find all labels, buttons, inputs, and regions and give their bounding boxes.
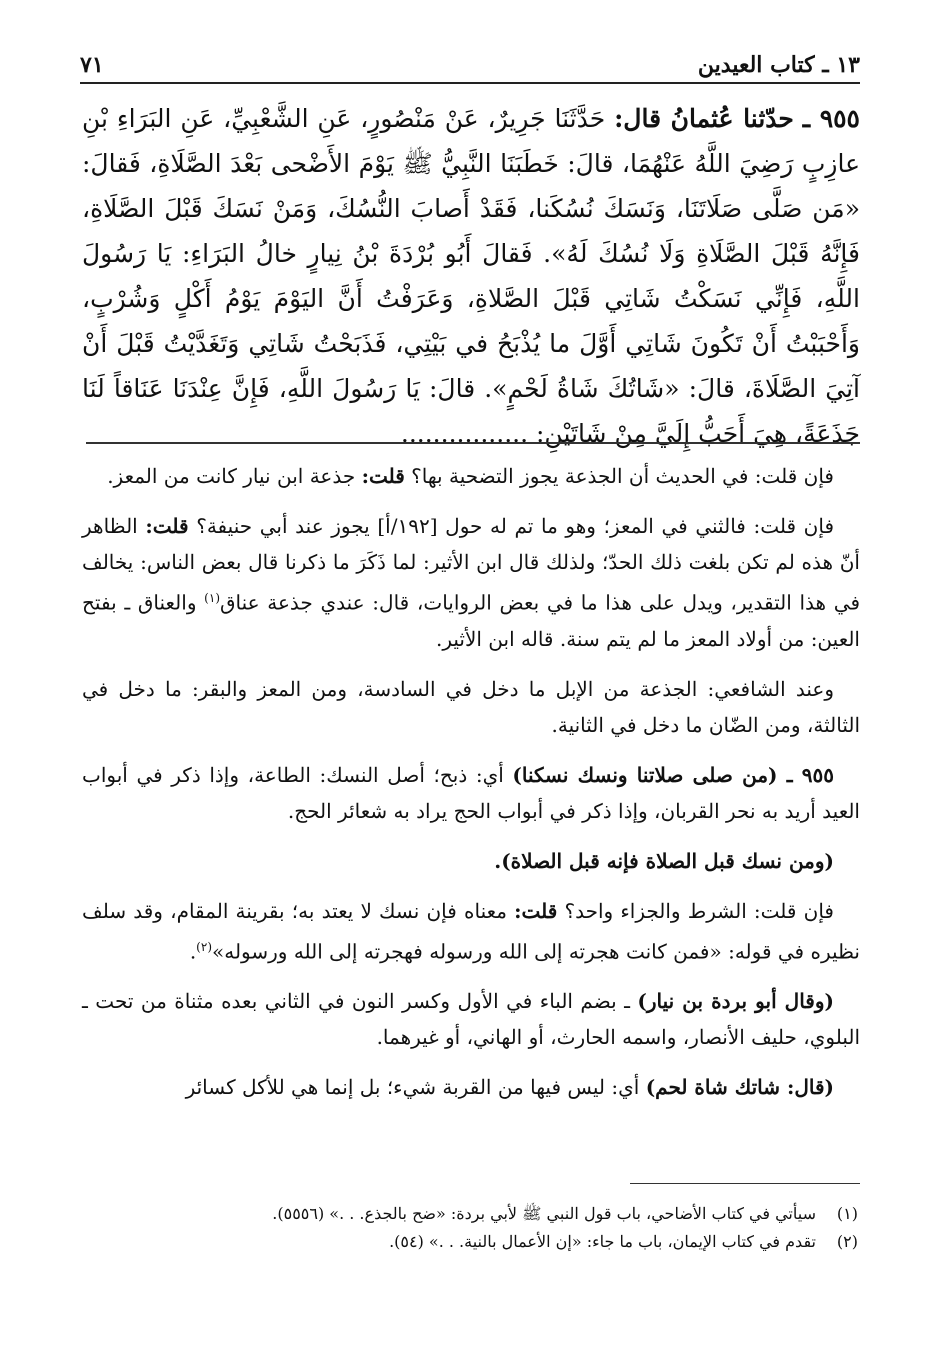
commentary-bold-text: قلت:	[514, 898, 558, 923]
footnote	[84, 1200, 858, 1228]
footnotes	[84, 1200, 858, 1256]
commentary-bold-text: (وقال أبو بردة بن نيار)	[637, 989, 834, 1014]
commentary-text: فإن قلت: الشرط والجزاء واحد؟	[557, 898, 834, 923]
commentary-text: فإن قلت: في الحديث أن الجذعة يجوز التضحية بها؟	[404, 464, 834, 488]
footnote-marker: (١)	[204, 591, 220, 605]
commentary-paragraph	[82, 843, 860, 879]
page-number: ٧١	[80, 52, 104, 78]
hadith-text	[82, 96, 860, 456]
hadith-narration-opening: حدّثنا عُثمانُ قال:	[614, 104, 794, 133]
commentary-paragraph	[82, 671, 860, 743]
hadith-body: حَدَّثَنَا جَرِيرٌ، عَنْ مَنْصُورٍ، عَنِ الشَّعْبِيِّ، عَنِ البَرَاءِ بْنِ عازِبٍ رَضِيَ اللَّهُ عَنْهُمَا، قالَ: خَطَبَنَا النَّبِيُّ ﷺ يَوْمَ الأَضْحى بَعْدَ الصَّلَاةِ، فَقالَ: «مَن صَلَّى صَلَاتَنَا، وَنَسَكَ نُسُكَنا، فَقَدْ أَصابَ النُّسُكَ، وَمَنْ نَسَكَ قَبْلَ الصَّلَاةِ، فَإِنَّهُ قَبْلَ الصَّلَاةِ وَلَا نُسُكَ لَهُ». فَقالَ أَبُو بُرْدَةَ بْنُ نِيارٍ خالُ البَرَاءِ: يَا رَسُولَ اللَّهِ، فَإِنِّي نَسَكْتُ شَاتِي قَبْلَ الصَّلاةِ، وَعَرَفْتُ أَنَّ اليَوْمَ يَوْمُ أَكْلٍ وَشُرْبٍ، وَأَحْبَبْتُ أَنْ تَكُونَ شَاتِي أَوَّلَ ما يُذْبَحُ في بَيْتِي، فَذَبَحْتُ شَاتِي وَتَغَدَّيْتُ قَبْلَ أَنْ آتِيَ الصَّلَاةَ، قالَ: «شَاتُكَ شَاةُ لَحْمٍ». قالَ: يَا رَسُولَ اللَّهِ، فَإِنَّ عِنْدَنَا عَنَاقاً لَنَا جَذَعَةً، هِيَ أَحَبُّ إِلَيَّ مِنْ شَاتَيْنِ: ................	[82, 104, 860, 448]
commentary-text: ـ بضم الباء في الأول وكسر النون في الثاني بعده مثناة من تحت ـ البلوي، حليف الأنصار، واسمه الحارث، أو الهاني، أو غيرهما.	[82, 989, 860, 1050]
commentary-text: .	[189, 939, 197, 964]
hadith-number: ٩٥٥ ـ	[802, 104, 860, 133]
text-divider	[86, 442, 860, 444]
commentary-bold-text: (قال: شاتك شاة لحم)	[645, 1075, 834, 1100]
footnote-rule	[630, 1183, 860, 1184]
commentary-text: والعناق ـ بفتح العين: من أولاد المعز ما لم يتم سنة. قاله ابن الأثير.	[82, 590, 860, 651]
commentary-text: فإن قلت: فالثني في المعز؛ وهو ما تم له حول [١٩٢/أ] يجوز عند أبي حنيفة؟	[188, 514, 835, 538]
commentary-paragraph	[82, 757, 860, 829]
commentary-paragraph	[82, 893, 860, 970]
chapter-title: ١٣ ـ كتاب العيدين	[697, 52, 860, 78]
commentary-paragraph	[82, 458, 860, 494]
footnote-marker: (٢)	[196, 939, 212, 954]
commentary-text: معناه فإن نسك لا يعتد به؛ بقرينة المقام، وقد سلف نظيره في قوله: «فمن كانت هجرته إلى الله ورسوله فهجرته إلى الله ورسوله»	[82, 898, 860, 964]
commentary-bold-text: قلت:	[361, 464, 405, 488]
commentary-text: الظاهر أنّ هذه لم تكن بلغت ذلك الحدّ؛ ولذلك قال ابن الأثير: لما ذَكَرَ ما ذكرنا قال بعض الناس: يخالف في هذا التقدير، ويدل على هذا ما في بعض الروايات، قال: عندي جذعة عناق	[82, 514, 860, 615]
commentary-text: جذعة ابن نيار كانت من المعز.	[107, 464, 362, 488]
commentary-bold-text: قلت:	[145, 514, 189, 538]
footnote-text: سيأتي في كتاب الأضاحي، باب قول النبي ﷺ لأبي بردة: «ضح بالجذع. . .» (٥٥٥٦).	[272, 1204, 816, 1223]
footnote	[84, 1228, 858, 1256]
commentary-paragraph	[82, 983, 860, 1055]
commentary-text: أي: ذبح؛ أصل النسك: الطاعة، وإذا ذكر في أبواب العيد أريد به نحر القربان، وإذا ذكر في أبواب الحج يراد به شعائر الحج.	[82, 762, 860, 823]
commentary-bold-text: (ومن نسك قبل الصلاة فإنه قبل الصلاة).	[494, 848, 834, 873]
footnote-text: تقدم في كتاب الإيمان، باب ما جاء: «إن الأعمال بالنية. . .» (٥٤).	[389, 1232, 816, 1251]
commentary-paragraph	[82, 1069, 860, 1105]
commentary-text: وعند الشافعي: الجذعة من الإبل ما دخل في السادسة، ومن المعز والبقر: ما دخل في الثالثة، ومن الضّان ما دخل في الثانية.	[82, 676, 860, 737]
page-header	[80, 38, 860, 84]
commentary-paragraph	[82, 508, 860, 657]
commentary-bold-text: ٩٥٥ ـ (من صلى صلاتنا ونسك نسكنا)	[512, 762, 835, 787]
footnote-number: (١)	[836, 1204, 858, 1223]
commentary-text: أي: ليس فيها من القربة شيء؛ بل إنما هي للأكل كسائر	[185, 1075, 646, 1100]
commentary	[82, 458, 860, 1119]
footnote-number: (٢)	[836, 1232, 858, 1251]
